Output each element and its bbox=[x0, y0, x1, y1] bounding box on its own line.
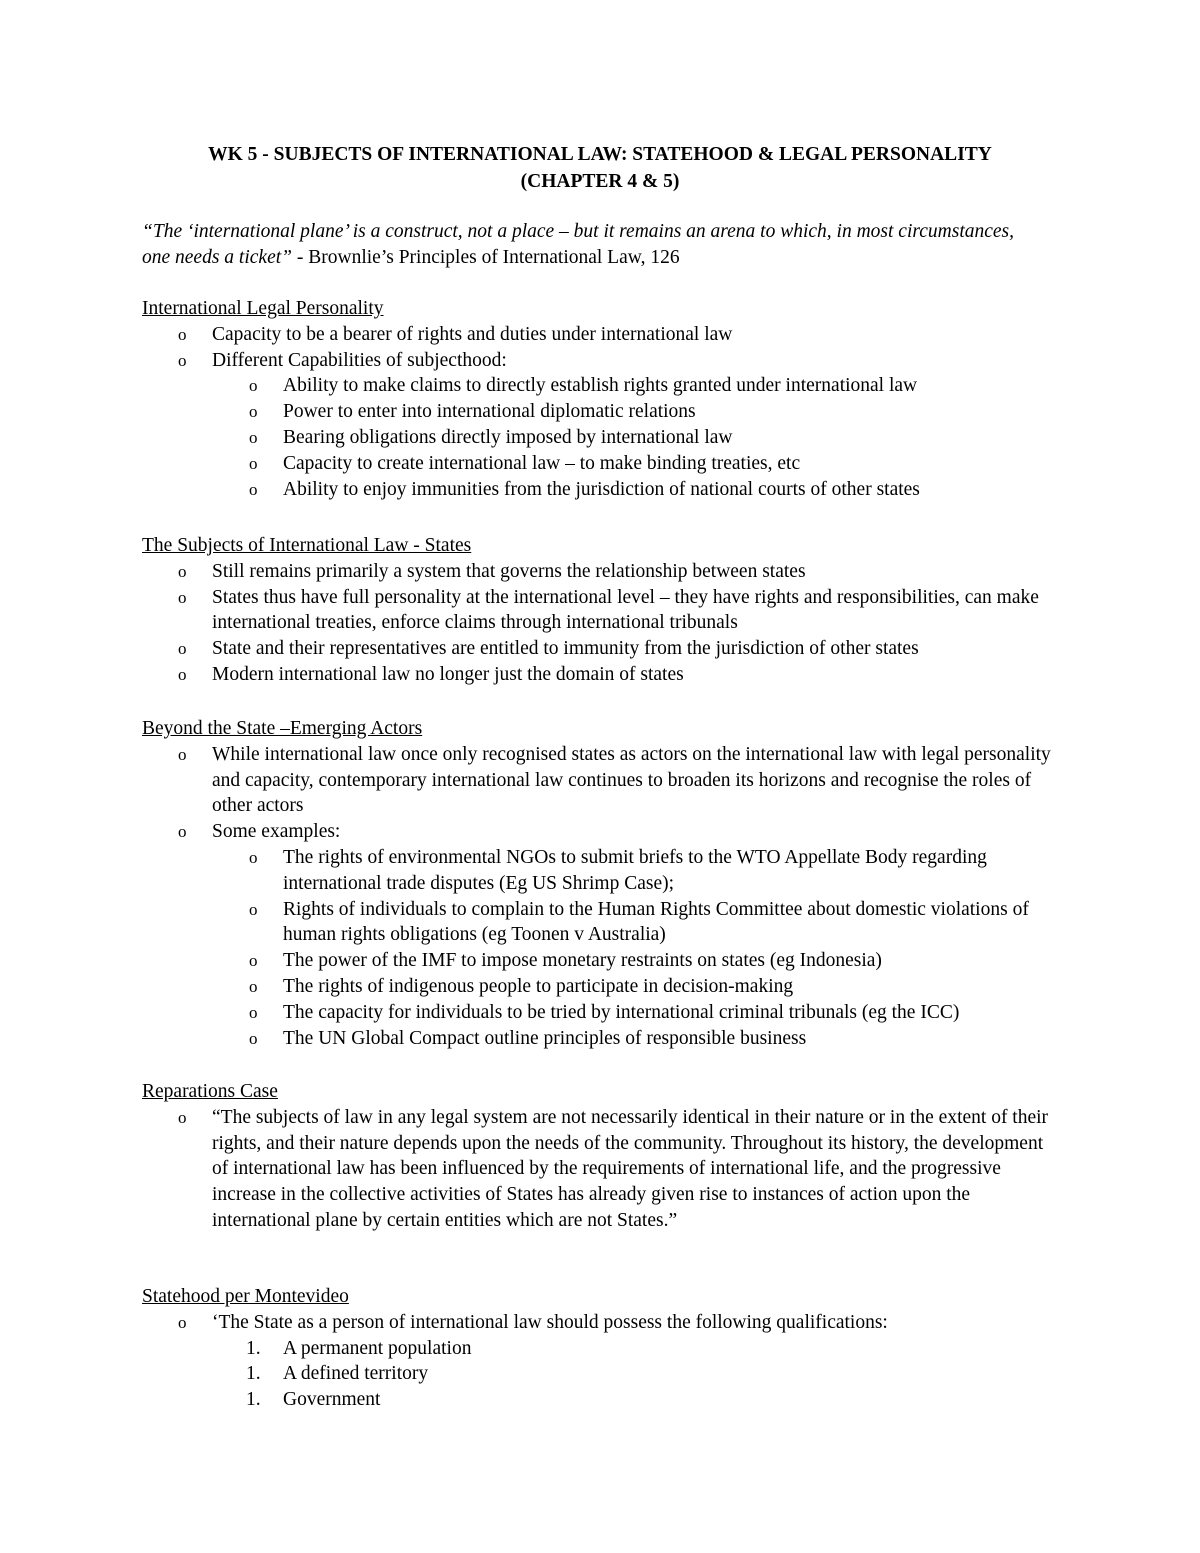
bullet-marker: o bbox=[178, 350, 187, 370]
title-line-2: (CHAPTER 4 & 5) bbox=[520, 171, 680, 192]
sub-list-item bbox=[142, 845, 1052, 897]
list-item-text: Rights of individuals to complain to the Human Rights Committee about domestic violations of human rights obligations (eg Toonen v Australia) bbox=[283, 898, 1029, 946]
list-item bbox=[142, 1105, 1052, 1234]
sub-list-item bbox=[142, 373, 1052, 399]
list-item-text: Ability to enjoy immunities from the jurisdiction of national courts of other states bbox=[283, 478, 920, 500]
list-item-text: A defined territory bbox=[283, 1363, 429, 1385]
document-title bbox=[0, 141, 1200, 195]
list-item bbox=[142, 662, 1052, 688]
list-item bbox=[142, 742, 1052, 819]
bullet-marker: o bbox=[178, 1107, 187, 1127]
bullet-marker: o bbox=[249, 402, 258, 422]
numbered-item bbox=[142, 1336, 1052, 1362]
list-item bbox=[142, 636, 1052, 662]
list-item-text: Bearing obligations directly imposed by international law bbox=[283, 426, 733, 448]
section-heading: The Subjects of International Law - States bbox=[142, 535, 472, 556]
item-number: 1. bbox=[246, 1389, 261, 1411]
list-item bbox=[142, 585, 1052, 637]
sub-list-item bbox=[142, 477, 1052, 503]
bullet-marker: o bbox=[249, 847, 258, 867]
bullet-list bbox=[142, 1105, 1052, 1234]
list-item-text: Modern international law no longer just the domain of states bbox=[212, 663, 684, 685]
list-item-text: Still remains primarily a system that governs the relationship between states bbox=[212, 560, 806, 582]
numbered-item bbox=[142, 1387, 1052, 1413]
section-emerging-actors bbox=[142, 716, 1052, 1051]
list-item-text: Some examples: bbox=[212, 821, 341, 843]
opening-quote bbox=[142, 219, 1042, 271]
sub-list-item bbox=[142, 1026, 1052, 1052]
bullet-marker: o bbox=[178, 561, 187, 581]
bullet-list bbox=[142, 559, 1052, 688]
bullet-marker: o bbox=[249, 453, 258, 473]
list-item-text: “The subjects of law in any legal system are not necessarily identical in their nature or in the extent of their rights, and their nature depends upon the needs of the community. Throughout its history, the development of international law has been influenced by the requirements of international life, and the progressive increase in the collective activities of States has already given rise to instances of action upon the international plane by certain entities which are not States.” bbox=[212, 1106, 1049, 1231]
section-reparations-case bbox=[142, 1079, 1052, 1234]
title-line-1: WK 5 - SUBJECTS OF INTERNATIONAL LAW: STATEHOOD & LEGAL PERSONALITY bbox=[208, 144, 992, 165]
list-item bbox=[142, 559, 1052, 585]
bullet-marker: o bbox=[249, 376, 258, 396]
bullet-list bbox=[142, 742, 1052, 1052]
list-item-text: A permanent population bbox=[283, 1337, 472, 1359]
bullet-marker: o bbox=[249, 427, 258, 447]
bullet-marker: o bbox=[249, 899, 258, 919]
bullet-marker: o bbox=[178, 822, 187, 842]
list-item-text: The capacity for individuals to be tried by international criminal tribunals (eg the ICC) bbox=[283, 1001, 960, 1023]
list-item-text: The UN Global Compact outline principles of responsible business bbox=[283, 1027, 807, 1049]
list-item-text: Capacity to be a bearer of rights and duties under international law bbox=[212, 323, 733, 345]
sub-list-item bbox=[142, 399, 1052, 425]
sub-list-item bbox=[142, 1000, 1052, 1026]
section-heading: Reparations Case bbox=[142, 1081, 278, 1102]
list-item-text: Government bbox=[283, 1389, 381, 1411]
list-item bbox=[142, 819, 1052, 845]
list-item-text: The power of the IMF to impose monetary restraints on states (eg Indonesia) bbox=[283, 950, 882, 972]
list-item-text: ‘The State as a person of international law should possess the following qualifications: bbox=[212, 1311, 888, 1333]
bullet-marker: o bbox=[249, 1002, 258, 1022]
bullet-marker: o bbox=[249, 976, 258, 996]
list-item-text: State and their representatives are entitled to immunity from the jurisdiction of other states bbox=[212, 638, 919, 660]
bullet-marker: o bbox=[249, 479, 258, 499]
list-item bbox=[142, 322, 1052, 348]
bullet-list bbox=[142, 322, 1052, 503]
section-states bbox=[142, 533, 1052, 688]
sub-list-item bbox=[142, 948, 1052, 974]
list-item bbox=[142, 348, 1052, 374]
list-item-text: While international law once only recognised states as actors on the international law with legal personality and capacity, contemporary international law continues to broaden its horizons and recognise the roles of other actors bbox=[212, 743, 1051, 817]
numbered-item bbox=[142, 1361, 1052, 1387]
section-heading: Beyond the State –Emerging Actors bbox=[142, 718, 423, 739]
bullet-list bbox=[142, 1310, 1052, 1413]
sub-list-item bbox=[142, 451, 1052, 477]
bullet-marker: o bbox=[178, 587, 187, 607]
bullet-marker: o bbox=[178, 744, 187, 764]
list-item-text: The rights of environmental NGOs to submit briefs to the WTO Appellate Body regarding international trade disputes (Eg US Shrimp Case); bbox=[283, 846, 987, 894]
bullet-marker: o bbox=[178, 324, 187, 344]
quote-source: - Brownlie’s Principles of International Law, 126 bbox=[292, 246, 680, 268]
bullet-marker: o bbox=[178, 664, 187, 684]
quote-text: “The ‘international plane’ is a construct, not a place – but it remains an arena to which, in most circumstances, one needs a ticket” bbox=[142, 221, 1015, 268]
list-item-text: States thus have full personality at the international level – they have rights and responsibilities, can make international treaties, enforce claims through international tribunals bbox=[212, 586, 1039, 634]
bullet-marker: o bbox=[178, 1312, 187, 1332]
item-number: 1. bbox=[246, 1363, 261, 1385]
sub-list-item bbox=[142, 974, 1052, 1000]
list-item bbox=[142, 1310, 1052, 1336]
section-montevideo bbox=[142, 1284, 1052, 1413]
section-legal-personality bbox=[142, 296, 1052, 502]
list-item-text: Capacity to create international law – to make binding treaties, etc bbox=[283, 452, 801, 474]
sub-list-item bbox=[142, 897, 1052, 949]
list-item-text: Ability to make claims to directly establish rights granted under international law bbox=[283, 375, 918, 397]
list-item-text: Power to enter into international diplomatic relations bbox=[283, 401, 696, 423]
bullet-marker: o bbox=[249, 1028, 258, 1048]
bullet-marker: o bbox=[249, 951, 258, 971]
section-heading: International Legal Personality bbox=[142, 298, 384, 319]
section-heading: Statehood per Montevideo bbox=[142, 1286, 349, 1307]
item-number: 1. bbox=[246, 1337, 261, 1359]
bullet-marker: o bbox=[178, 639, 187, 659]
sub-list-item bbox=[142, 425, 1052, 451]
list-item-text: The rights of indigenous people to participate in decision-making bbox=[283, 975, 794, 997]
list-item-text: Different Capabilities of subjecthood: bbox=[212, 349, 507, 371]
